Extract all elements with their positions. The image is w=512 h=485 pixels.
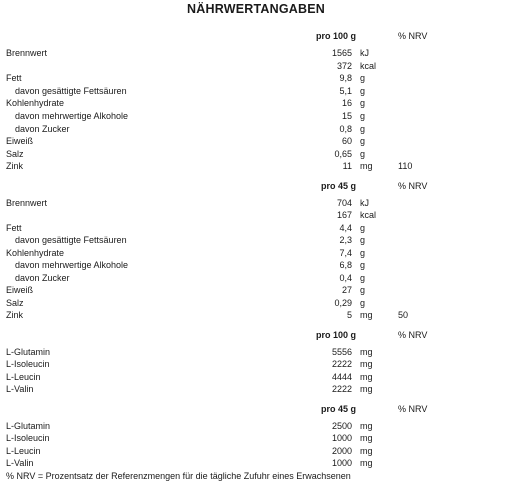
table-row <box>0 309 512 321</box>
nutrient-value: 167 <box>336 210 352 220</box>
section-header-label: pro 45 g <box>320 181 356 191</box>
section-header-label: pro 100 g <box>315 31 356 41</box>
table-row <box>0 247 512 259</box>
table-row <box>0 371 512 383</box>
nutrient-unit: g <box>360 223 366 233</box>
nutrient-value: 1565 <box>331 48 352 58</box>
nutrient-value: 5 <box>346 310 352 320</box>
footnote <box>0 470 512 482</box>
nutrient-value: 0,4 <box>339 273 352 283</box>
nutrient-label: Brennwert <box>6 48 48 58</box>
section-header-label: pro 100 g <box>315 330 356 340</box>
nutrient-value: 0,8 <box>339 124 352 134</box>
table-row <box>0 85 512 97</box>
nutrient-unit: g <box>360 86 366 96</box>
nutrient-unit: g <box>360 260 366 270</box>
nutrient-unit: g <box>360 235 366 245</box>
nutrient-value: 5,1 <box>339 86 352 96</box>
nutrient-unit: mg <box>360 347 373 357</box>
table-row <box>0 420 512 432</box>
table-row <box>0 160 512 172</box>
nutrient-unit: mg <box>360 458 373 468</box>
table-row <box>0 234 512 246</box>
nutrient-value: 6,8 <box>339 260 352 270</box>
nutrient-value: 372 <box>336 61 352 71</box>
nutrient-value: 2222 <box>331 384 352 394</box>
table-row <box>0 284 512 296</box>
nutrient-unit: g <box>360 124 366 134</box>
nutrient-value: 1000 <box>331 433 352 443</box>
nutrient-value: 7,4 <box>339 248 352 258</box>
nutrient-nrv: 50 <box>398 310 409 320</box>
nutrient-unit: g <box>360 98 366 108</box>
nutrient-value: 4444 <box>331 372 352 382</box>
nutrient-label: L-Isoleucin <box>6 433 50 443</box>
nutrient-value: 2500 <box>331 421 352 431</box>
nutrient-value: 2000 <box>331 446 352 456</box>
nutrient-label: L-Valin <box>6 458 34 468</box>
nutrient-value: 704 <box>336 198 352 208</box>
nutrient-label: Kohlenhydrate <box>6 98 65 108</box>
section-header-nrv: % NRV <box>398 404 428 414</box>
table-row <box>0 297 512 309</box>
table-row <box>0 259 512 271</box>
nutrient-label: davon Zucker <box>15 124 70 134</box>
nutrient-label: Eiweiß <box>6 136 34 146</box>
section-header <box>0 30 512 42</box>
section-header-nrv: % NRV <box>398 31 428 41</box>
section-header-label: pro 45 g <box>320 404 356 414</box>
table-row <box>0 47 512 59</box>
nutrient-label: davon gesättigte Fettsäuren <box>15 235 127 245</box>
section-header <box>0 403 512 415</box>
nutrient-value: 11 <box>342 161 352 171</box>
nutrient-label: L-Leucin <box>6 446 41 456</box>
nutrient-label: Kohlenhydrate <box>6 248 65 258</box>
nutrient-label: L-Isoleucin <box>6 359 50 369</box>
table-row <box>0 358 512 370</box>
nutrient-value: 16 <box>341 98 352 108</box>
table-row <box>0 457 512 469</box>
nutrient-unit: kJ <box>360 48 369 58</box>
section-header-nrv: % NRV <box>398 330 428 340</box>
nutrient-nrv: 110 <box>398 161 413 171</box>
nutrient-label: L-Leucin <box>6 372 41 382</box>
nutrient-value: 2222 <box>331 359 352 369</box>
nutrient-unit: g <box>360 298 366 308</box>
nutrient-unit: g <box>360 149 366 159</box>
nutrient-value: 60 <box>341 136 352 146</box>
section-header-nrv: % NRV <box>398 181 428 191</box>
nutrient-label: Salz <box>6 298 24 308</box>
nutrient-unit: mg <box>360 372 373 382</box>
section-header <box>0 180 512 192</box>
table-row <box>0 432 512 444</box>
nutrient-unit: mg <box>360 446 373 456</box>
nutrient-label: Fett <box>6 223 22 233</box>
nutrient-unit: g <box>360 285 366 295</box>
nutrient-label: davon Zucker <box>15 273 70 283</box>
table-row <box>0 148 512 160</box>
section-header <box>0 329 512 341</box>
nutrient-unit: kcal <box>360 61 377 71</box>
nutrient-unit: mg <box>360 161 373 171</box>
nutrient-value: 27 <box>341 285 352 295</box>
nutrient-label: Brennwert <box>6 198 48 208</box>
table-row <box>0 97 512 109</box>
nutrient-unit: g <box>360 273 366 283</box>
table-row <box>0 123 512 135</box>
nutrient-unit: mg <box>360 310 373 320</box>
nutrient-label: davon mehrwertige Alkohole <box>15 260 129 270</box>
nutrient-label: Zink <box>6 161 24 171</box>
nutrient-label: L-Glutamin <box>6 347 51 357</box>
nutrient-value: 0,29 <box>334 298 352 308</box>
table-row <box>0 222 512 234</box>
nutrient-unit: mg <box>360 433 373 443</box>
nutrient-label: Salz <box>6 149 24 159</box>
nutrient-unit: mg <box>360 421 373 431</box>
table-row <box>0 72 512 84</box>
nutrient-label: L-Valin <box>6 384 34 394</box>
nutrient-value: 9,8 <box>339 73 352 83</box>
table-row <box>0 383 512 395</box>
nutrient-label: L-Glutamin <box>6 421 51 431</box>
nutrient-unit: g <box>360 111 366 121</box>
nutrient-unit: mg <box>360 359 373 369</box>
nutrient-unit: g <box>360 136 366 146</box>
table-row <box>0 135 512 147</box>
nutrient-label: davon mehrwertige Alkohole <box>15 111 129 121</box>
nutrient-value: 5556 <box>331 347 352 357</box>
nutrient-value: 1000 <box>331 458 352 468</box>
table-row <box>0 272 512 284</box>
nutrient-unit: g <box>360 73 366 83</box>
page-title: NÄHRWERTANGABEN <box>187 2 325 16</box>
nutrient-unit: kJ <box>360 198 369 208</box>
nutrient-value: 4,4 <box>339 223 352 233</box>
table-row <box>0 346 512 358</box>
nutrient-unit: kcal <box>360 210 377 220</box>
nutrient-value: 15 <box>341 111 352 121</box>
table-row <box>0 197 512 209</box>
table-row <box>0 209 512 221</box>
nutrient-unit: g <box>360 248 366 258</box>
footnote-text: % NRV = Prozentsatz der Referenzmengen für die tägliche Zufuhr eines Erwachsenen <box>6 471 351 481</box>
nutrient-label: Eiweiß <box>6 285 34 295</box>
nutrient-label: Fett <box>6 73 22 83</box>
nutrient-label: davon gesättigte Fettsäuren <box>15 86 127 96</box>
nutrient-value: 0,65 <box>334 149 352 159</box>
table-row <box>0 110 512 122</box>
table-row <box>0 445 512 457</box>
nutrient-unit: mg <box>360 384 373 394</box>
table-row <box>0 60 512 72</box>
nutrient-label: Zink <box>6 310 24 320</box>
nutrient-value: 2,3 <box>339 235 352 245</box>
